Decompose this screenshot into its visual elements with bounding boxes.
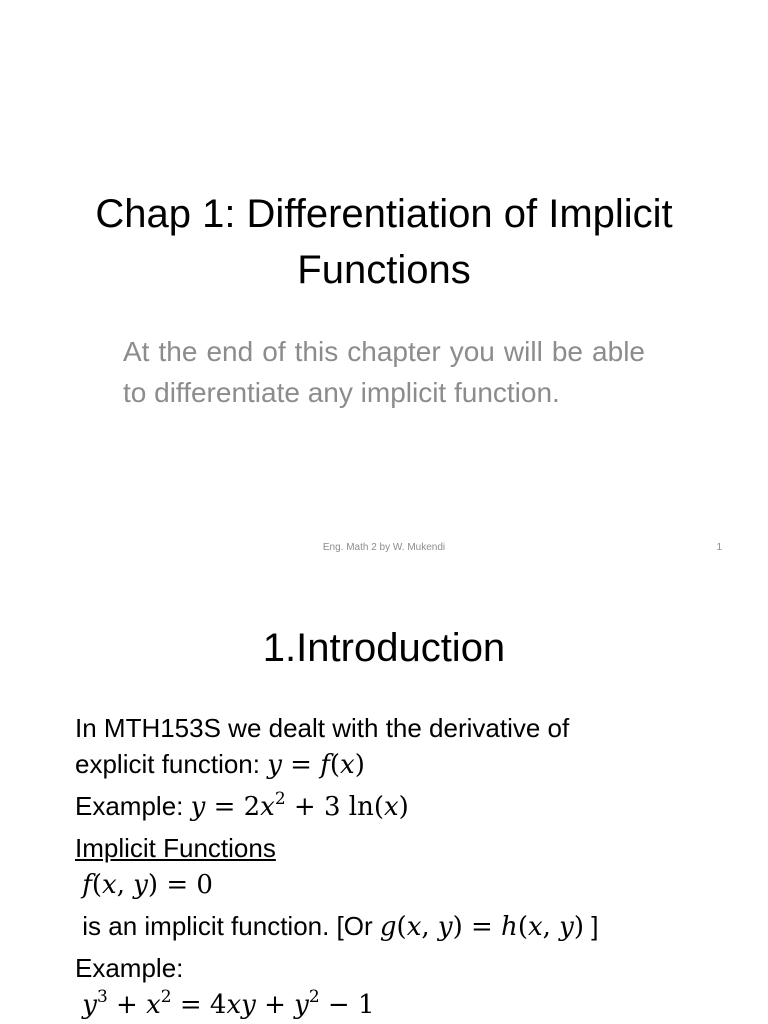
title-line-2: Functions	[297, 248, 471, 292]
explicit-formula: y = f(x)	[267, 750, 365, 780]
slide-footer: Eng. Math 2 by W. Mukendi	[322, 542, 446, 553]
implicit-heading: Implicit Functions	[75, 833, 276, 863]
slide-title	[30, 186, 738, 298]
slide-2	[0, 576, 768, 1024]
example-1-formula: $y = 2x^2 + 3$ ln(x)	[190, 789, 409, 822]
implicit-general-formula: g(x, y) = h(x, y)	[379, 912, 585, 942]
title-line-1: Chap 1: Differentiation of Implicit	[95, 192, 673, 236]
slide-title: 1.Introduction	[262, 626, 506, 670]
example-2-formula: $y^3 + x^2 = 4xy + y^2 - 1$	[82, 987, 375, 1020]
slide-body	[75, 710, 735, 1024]
implicit-description: is an implicit function. [Or g(x, y) = h(x, y) ]	[82, 911, 599, 942]
intro-line-1: In MTH153S we dealt with the derivative of	[75, 713, 570, 743]
implicit-formula: f(x, y) = 0	[82, 870, 213, 900]
example-1: Example: $y = 2x^2 + 3$ ln(x)	[75, 789, 409, 822]
page-number: 1	[716, 542, 722, 553]
example-2-label: Example:	[75, 953, 184, 983]
slide-subtitle: At the end of this chapter you will be able to differentiate any implicit function.	[123, 336, 645, 408]
intro-line-2: explicit function: y = f(x)	[75, 749, 365, 780]
